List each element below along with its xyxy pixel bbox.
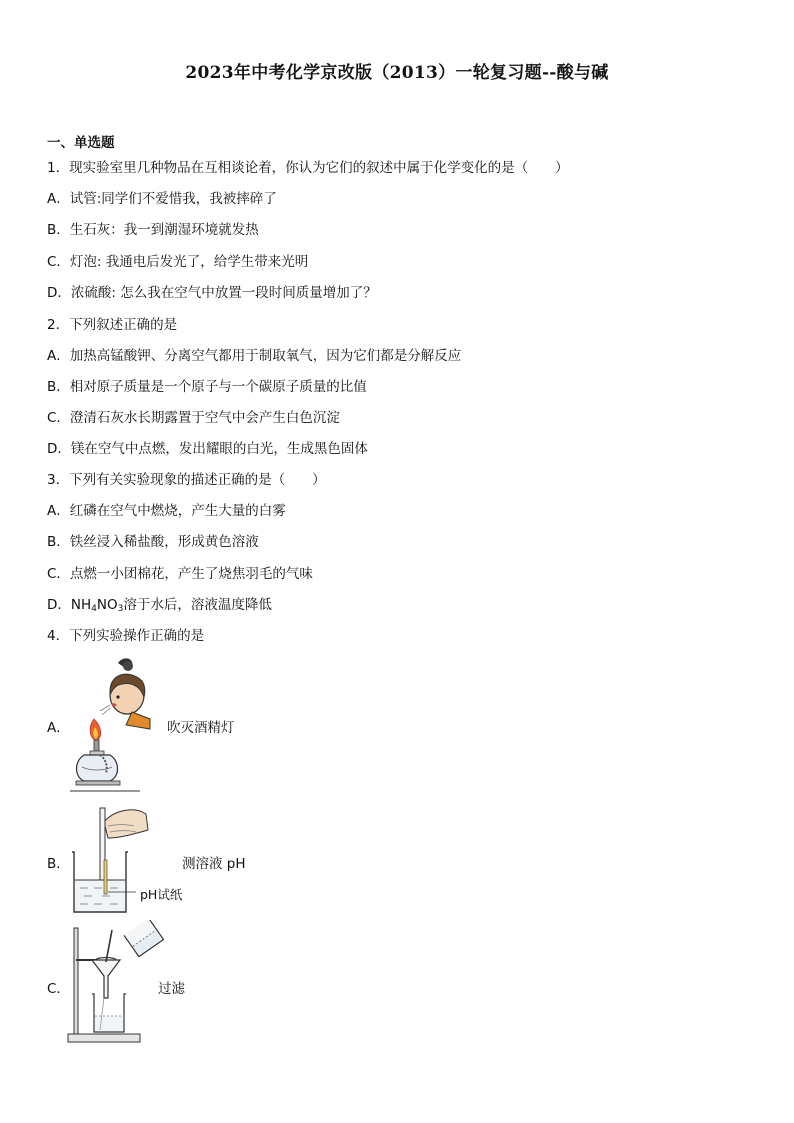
q1-stem: 1．现实验室里几种物品在互相谈论着，你认为它们的叙述中属于化学变化的是（ ） [47, 160, 569, 176]
q1-option-c: C．灯泡: 我通电后发光了，给学生带来光明 [47, 254, 309, 270]
q3-d-prefix: D．NH [47, 597, 92, 613]
q4-option-b-caption: 测溶液 pH [182, 856, 246, 872]
q3-option-c: C．点燃一小团棉花，产生了烧焦羽毛的气味 [47, 566, 313, 582]
q2-option-d: D．镁在空气中点燃，发出耀眼的白光，生成黑色固体 [47, 441, 368, 457]
page-title: 2023年中考化学京改版（2013）一轮复习题--酸与碱 [185, 63, 609, 83]
q3-stem: 3．下列有关实验现象的描述正确的是（ ） [47, 472, 326, 488]
q3-d-mid: NO [96, 597, 118, 613]
q2-option-b: B．相对原子质量是一个原子与一个碳原子质量的比值 [47, 379, 367, 395]
q4-stem: 4．下列实验操作正确的是 [47, 628, 205, 644]
q4-option-a-label: A． [47, 720, 70, 736]
q2-option-a: A．加热高锰酸钾、分离空气都用于制取氧气，因为它们都是分解反应 [47, 348, 462, 364]
ph-paper-label: pH试纸 [140, 887, 183, 902]
q1-option-a: A．试管:同学们不爱惜我，我被摔碎了 [47, 191, 277, 207]
q1-option-b: B．生石灰：我一到潮湿环境就发热 [47, 222, 259, 238]
q4-option-b-label: B． [47, 856, 70, 872]
q3-d-suffix: 溶于水后，溶液温度降低 [123, 597, 272, 613]
q3-option-a: A．红磷在空气中燃烧，产生大量的白雾 [47, 503, 286, 519]
q1-option-d: D．浓硫酸: 怎么我在空气中放置一段时间质量增加了？ [47, 285, 377, 301]
filtration-figure [66, 920, 166, 1046]
q3-option-b: B．铁丝浸入稀盐酸，形成黄色溶液 [47, 534, 259, 550]
q4-option-c-label: C． [47, 981, 70, 997]
q2-stem: 2．下列叙述正确的是 [47, 317, 178, 333]
q2-option-c: C．澄清石灰水长期露置于空气中会产生白色沉淀 [47, 410, 340, 426]
q4-option-c-caption: 过滤 [158, 981, 185, 997]
q4-option-a-caption: 吹灭酒精灯 [167, 720, 235, 736]
q3-d-sub2: 3 [117, 604, 124, 614]
q3-option-d [47, 596, 272, 614]
alcohol-lamp-blowing-figure [70, 655, 170, 797]
ph-test-figure [64, 800, 150, 920]
section-heading: 一、单选题 [47, 135, 115, 151]
q3-d-sub1: 4 [91, 604, 97, 614]
